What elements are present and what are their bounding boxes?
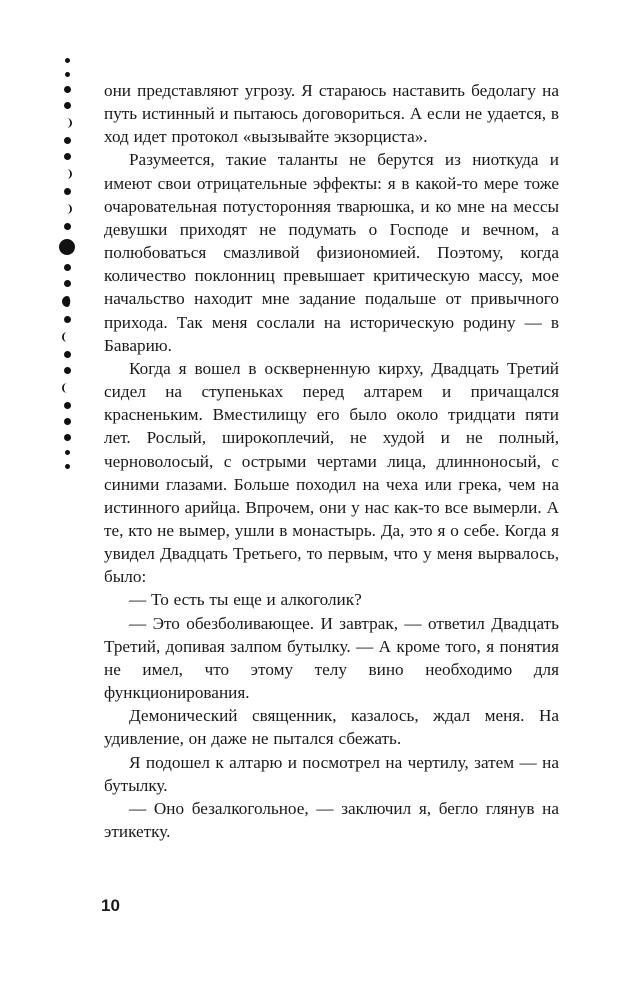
small-dot-icon — [65, 58, 70, 63]
dialogue-line: — Это обезболивающее. И завтрак, — ответил Двадцать Третий, допивая залпом бутылку. — А кроме того, я понятия не имел, что этому телу вино необходимо для функционирования. — [104, 613, 559, 703]
full-moon-icon — [59, 239, 75, 255]
dot-icon — [64, 153, 71, 160]
moon-phase-decoration — [56, 58, 78, 478]
paragraph: Я подошел к алтарю и посмотрел на чертилу, затем — на бутылку. — [104, 752, 559, 795]
waning-gibbous-icon — [62, 296, 73, 307]
dialogue-line: — Оно безалкогольное, — заключил я, бегло глянув на этикетку. — [104, 798, 559, 841]
dot-icon — [64, 264, 71, 271]
waning-crescent-icon — [62, 332, 72, 342]
dot-icon — [64, 434, 71, 441]
text-block — [104, 79, 559, 843]
small-dot-icon — [65, 72, 70, 77]
dialogue-line: — То есть ты еще и алкоголик? — [129, 590, 362, 610]
page-number: 10 — [101, 896, 120, 915]
paragraph: Когда я вошел в оскверненную кирху, Двадцать Третий сидел на ступеньках перед алтарем и причащался красненьким. Вместилищу его было около тридцати пяти лет. Рослый, широкоплечий, не худой и не полный, черноволосый, с острыми чертами лица, длинноносый, с синими глазами. Больше походил на чеха или грека, чем на истинного арийца. Впрочем, они у нас как-то все вымерли. А те, кто не вымер, ушли в монастырь. Да, это я о себе. Когда я увидел Двадцать Третьего, то первым, что у меня вырвалось, было: — [104, 358, 559, 587]
dot-icon — [64, 402, 71, 409]
dot-icon — [64, 137, 71, 144]
dot-icon — [64, 316, 71, 323]
paragraph: они представляют угрозу. Я стараюсь наставить бедолагу на путь истинный и пытаюсь договориться. А если не удается, в ход идет протокол «вызывайте экзорциста». — [104, 81, 559, 147]
waning-crescent-icon — [62, 383, 72, 393]
waxing-crescent-icon — [62, 169, 72, 179]
dot-icon — [64, 418, 71, 425]
waxing-crescent-icon — [62, 118, 72, 128]
dot-icon — [64, 102, 71, 109]
dot-icon — [64, 188, 71, 195]
small-dot-icon — [65, 464, 70, 469]
dot-icon — [64, 367, 71, 374]
waxing-crescent-icon — [62, 204, 72, 214]
dot-icon — [64, 86, 71, 93]
dot-icon — [64, 223, 71, 230]
small-dot-icon — [65, 450, 70, 455]
paragraph: Разумеется, такие таланты не берутся из ниоткуда и имеют свои отрицательные эффекты: я в какой-то мере тоже очаровательная потусторонняя тварюшка, и ко мне на мессы девушки приходят не подумать о Господе и вечном, а полюбоваться смазливой физиономией. Поэтому, когда количество поклонниц превышает критическую массу, мое начальство находит мне задание подальше от привычного прихода. Так меня сослали на историческую родину — в Баварию. — [104, 150, 559, 355]
dot-icon — [64, 351, 71, 358]
paragraph: Демонический священник, казалось, ждал меня. На удивление, он даже не пытался сбежать. — [104, 706, 559, 749]
dot-icon — [64, 280, 71, 287]
